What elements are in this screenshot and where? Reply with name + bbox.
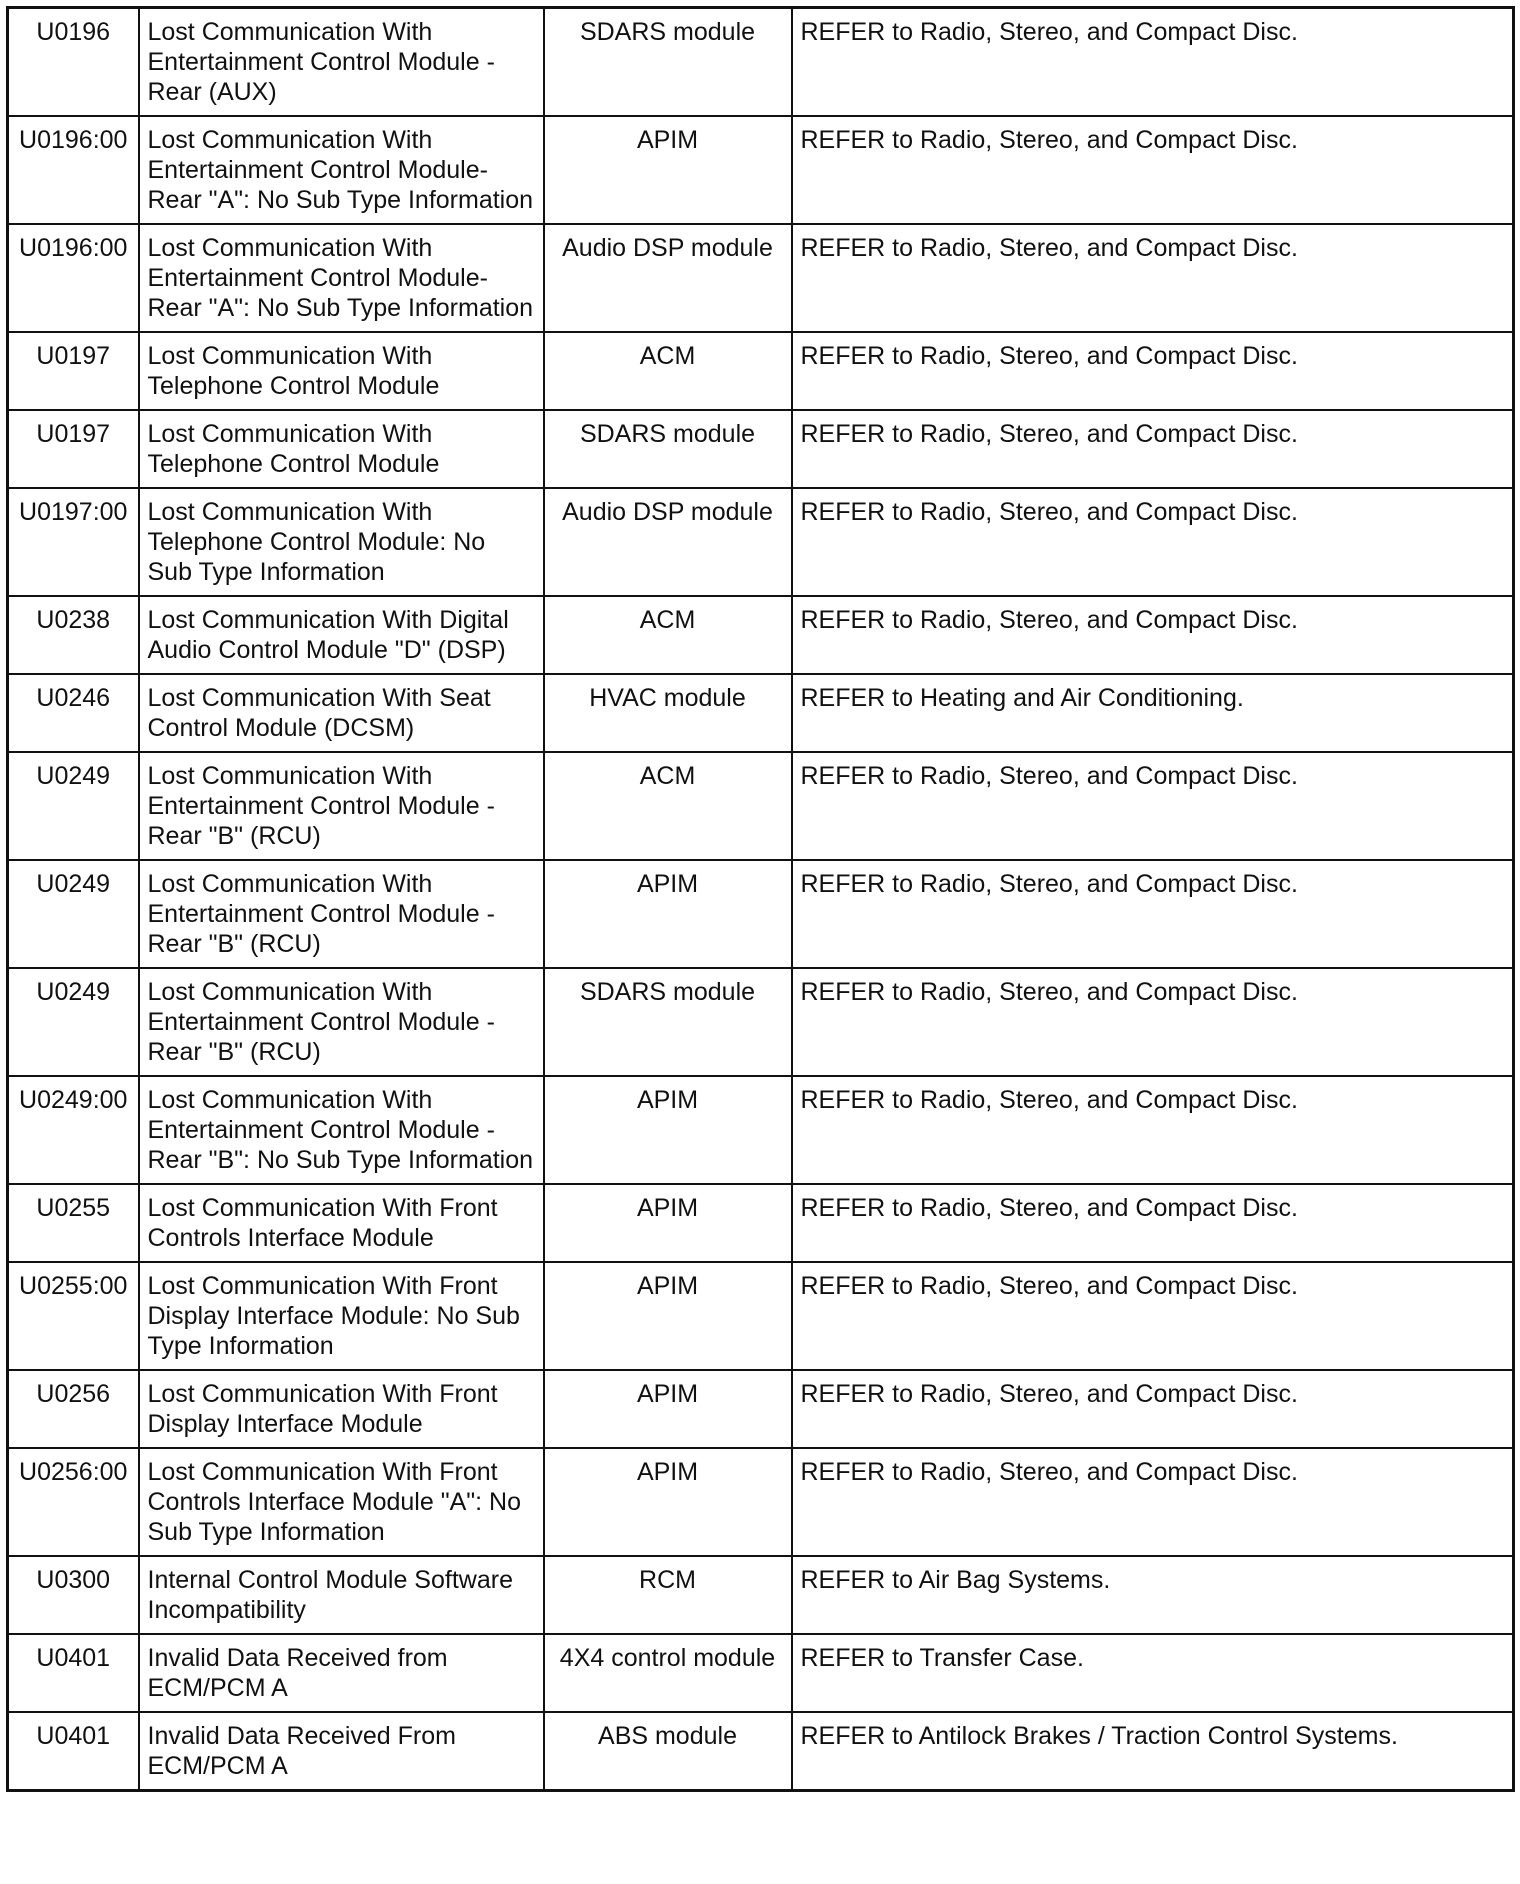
- module-cell: SDARS module: [544, 8, 792, 117]
- dtc-description-cell: Lost Communication With Telephone Control Module: [139, 410, 544, 488]
- dtc-description-cell: Lost Communication With Front Controls Interface Module: [139, 1184, 544, 1262]
- action-cell: REFER to Radio, Stereo, and Compact Disc.: [792, 596, 1514, 674]
- dtc-code-cell: U0197:00: [8, 488, 139, 596]
- module-cell: ACM: [544, 752, 792, 860]
- action-cell: REFER to Radio, Stereo, and Compact Disc.: [792, 968, 1514, 1076]
- dtc-description-cell: Internal Control Module Software Incompatibility: [139, 1556, 544, 1634]
- dtc-description-cell: Invalid Data Received From ECM/PCM A: [139, 1712, 544, 1791]
- table-row: [8, 1712, 1514, 1791]
- module-cell: APIM: [544, 1262, 792, 1370]
- table-row: [8, 1634, 1514, 1712]
- action-cell: REFER to Radio, Stereo, and Compact Disc.: [792, 488, 1514, 596]
- dtc-description-cell: Lost Communication With Front Controls Interface Module "A": No Sub Type Information: [139, 1448, 544, 1556]
- dtc-code-cell: U0256: [8, 1370, 139, 1448]
- module-cell: APIM: [544, 116, 792, 224]
- action-cell: REFER to Radio, Stereo, and Compact Disc.: [792, 860, 1514, 968]
- dtc-code-cell: U0401: [8, 1712, 139, 1791]
- action-cell: REFER to Radio, Stereo, and Compact Disc.: [792, 1184, 1514, 1262]
- dtc-code-cell: U0249:00: [8, 1076, 139, 1184]
- module-cell: Audio DSP module: [544, 224, 792, 332]
- dtc-code-cell: U0197: [8, 332, 139, 410]
- dtc-description-cell: Invalid Data Received from ECM/PCM A: [139, 1634, 544, 1712]
- action-cell: REFER to Radio, Stereo, and Compact Disc.: [792, 752, 1514, 860]
- table-row: [8, 1262, 1514, 1370]
- dtc-table-body: [8, 8, 1514, 1791]
- dtc-table: [6, 6, 1515, 1792]
- module-cell: HVAC module: [544, 674, 792, 752]
- action-cell: REFER to Antilock Brakes / Traction Control Systems.: [792, 1712, 1514, 1791]
- table-row: [8, 224, 1514, 332]
- module-cell: RCM: [544, 1556, 792, 1634]
- action-cell: REFER to Transfer Case.: [792, 1634, 1514, 1712]
- module-cell: ACM: [544, 332, 792, 410]
- dtc-code-cell: U0255:00: [8, 1262, 139, 1370]
- table-row: [8, 116, 1514, 224]
- module-cell: Audio DSP module: [544, 488, 792, 596]
- dtc-code-cell: U0196:00: [8, 116, 139, 224]
- table-row: [8, 1448, 1514, 1556]
- table-row: [8, 488, 1514, 596]
- dtc-code-cell: U0256:00: [8, 1448, 139, 1556]
- dtc-code-cell: U0249: [8, 860, 139, 968]
- table-row: [8, 968, 1514, 1076]
- action-cell: REFER to Radio, Stereo, and Compact Disc.: [792, 332, 1514, 410]
- action-cell: REFER to Radio, Stereo, and Compact Disc.: [792, 1448, 1514, 1556]
- module-cell: ACM: [544, 596, 792, 674]
- action-cell: REFER to Radio, Stereo, and Compact Disc.: [792, 224, 1514, 332]
- module-cell: ABS module: [544, 1712, 792, 1791]
- document-page: [6, 6, 1512, 1878]
- table-row: [8, 1370, 1514, 1448]
- dtc-description-cell: Lost Communication With Entertainment Control Module - Rear "B" (RCU): [139, 968, 544, 1076]
- table-row: [8, 1556, 1514, 1634]
- table-row: [8, 596, 1514, 674]
- dtc-description-cell: Lost Communication With Seat Control Module (DCSM): [139, 674, 544, 752]
- dtc-description-cell: Lost Communication With Entertainment Control Module -Rear "B": No Sub Type Information: [139, 1076, 544, 1184]
- dtc-code-cell: U0300: [8, 1556, 139, 1634]
- dtc-code-cell: U0197: [8, 410, 139, 488]
- action-cell: REFER to Heating and Air Conditioning.: [792, 674, 1514, 752]
- table-row: [8, 674, 1514, 752]
- action-cell: REFER to Radio, Stereo, and Compact Disc.: [792, 1370, 1514, 1448]
- module-cell: APIM: [544, 1076, 792, 1184]
- dtc-description-cell: Lost Communication With Telephone Control Module: [139, 332, 544, 410]
- dtc-description-cell: Lost Communication With Entertainment Control Module-Rear "A": No Sub Type Information: [139, 116, 544, 224]
- dtc-code-cell: U0246: [8, 674, 139, 752]
- module-cell: 4X4 control module: [544, 1634, 792, 1712]
- dtc-code-cell: U0249: [8, 752, 139, 860]
- table-row: [8, 1076, 1514, 1184]
- dtc-description-cell: Lost Communication With Entertainment Control Module - Rear "B" (RCU): [139, 752, 544, 860]
- dtc-code-cell: U0196:00: [8, 224, 139, 332]
- dtc-description-cell: Lost Communication With Digital Audio Control Module "D" (DSP): [139, 596, 544, 674]
- dtc-code-cell: U0401: [8, 1634, 139, 1712]
- table-row: [8, 332, 1514, 410]
- action-cell: REFER to Radio, Stereo, and Compact Disc.: [792, 116, 1514, 224]
- table-row: [8, 752, 1514, 860]
- table-row: [8, 8, 1514, 117]
- module-cell: APIM: [544, 1448, 792, 1556]
- action-cell: REFER to Air Bag Systems.: [792, 1556, 1514, 1634]
- dtc-description-cell: Lost Communication With Entertainment Control Module-Rear "A": No Sub Type Information: [139, 224, 544, 332]
- table-row: [8, 860, 1514, 968]
- dtc-description-cell: Lost Communication With Telephone Control Module: No Sub Type Information: [139, 488, 544, 596]
- dtc-code-cell: U0255: [8, 1184, 139, 1262]
- module-cell: SDARS module: [544, 968, 792, 1076]
- table-row: [8, 1184, 1514, 1262]
- dtc-description-cell: Lost Communication With Entertainment Control Module - Rear (AUX): [139, 8, 544, 117]
- dtc-description-cell: Lost Communication With Front Display Interface Module: [139, 1370, 544, 1448]
- module-cell: APIM: [544, 1184, 792, 1262]
- dtc-code-cell: U0196: [8, 8, 139, 117]
- action-cell: REFER to Radio, Stereo, and Compact Disc.: [792, 410, 1514, 488]
- module-cell: APIM: [544, 1370, 792, 1448]
- action-cell: REFER to Radio, Stereo, and Compact Disc.: [792, 8, 1514, 117]
- dtc-code-cell: U0249: [8, 968, 139, 1076]
- module-cell: SDARS module: [544, 410, 792, 488]
- dtc-code-cell: U0238: [8, 596, 139, 674]
- action-cell: REFER to Radio, Stereo, and Compact Disc.: [792, 1262, 1514, 1370]
- table-row: [8, 410, 1514, 488]
- dtc-description-cell: Lost Communication With Front Display Interface Module: No Sub Type Information: [139, 1262, 544, 1370]
- dtc-description-cell: Lost Communication With Entertainment Control Module - Rear "B" (RCU): [139, 860, 544, 968]
- action-cell: REFER to Radio, Stereo, and Compact Disc.: [792, 1076, 1514, 1184]
- module-cell: APIM: [544, 860, 792, 968]
